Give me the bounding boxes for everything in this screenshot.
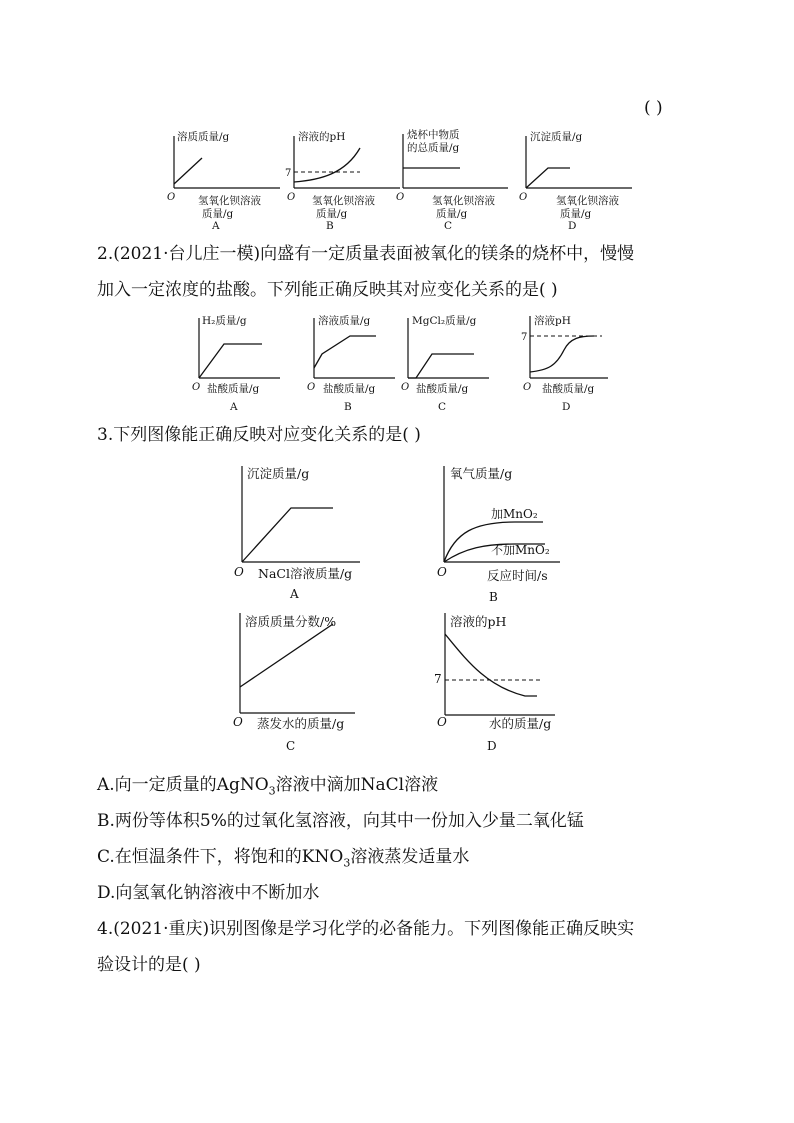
- svg-text:质量/g: 质量/g: [202, 208, 234, 220]
- q3-b-label-1: 加MnO₂: [491, 507, 538, 521]
- q3-option-c: C.在恒温条件下，将饱和的$KNO_3$溶液蒸发适量水: [97, 847, 470, 870]
- svg-text:A: A: [212, 220, 220, 232]
- top-d-ylabel: 沉淀质量/g: [530, 131, 583, 143]
- svg-text:MgCl₂质量/g: MgCl₂质量/g: [412, 315, 477, 327]
- svg-text:B: B: [326, 220, 334, 232]
- svg-text:溶质质量分数/%: 溶质质量分数/%: [245, 614, 337, 629]
- svg-text:C: C: [286, 739, 296, 753]
- svg-text:氢氧化钡溶液: 氢氧化钡溶液: [312, 195, 375, 207]
- q3-b-label-2: 不加MnO₂: [491, 543, 550, 557]
- svg-text:A: A: [230, 401, 238, 413]
- top-b-ylabel: 溶液的pH: [298, 131, 346, 143]
- svg-text:盐酸质量/g: 盐酸质量/g: [207, 383, 260, 395]
- q3-option-b: B.两份等体积5%的过氧化氢溶液，向其中一份加入少量二氧化锰: [97, 811, 584, 831]
- q4-line1: 4.(2021·重庆)识别图像是学习化学的必备能力。下列图像能正确反映实: [97, 919, 635, 939]
- svg-text:蒸发水的质量/g: 蒸发水的质量/g: [257, 716, 345, 731]
- svg-text:氧气质量/g: 氧气质量/g: [450, 466, 513, 481]
- svg-text:C: C: [438, 401, 447, 413]
- q2-line1: 2.(2021·台儿庄一模)向盛有一定质量表面被氧化的镁条的烧杯中，慢慢: [97, 244, 635, 264]
- q2-charts: [190, 308, 610, 418]
- q3-option-d: D.向氢氧化钠溶液中不断加水: [97, 883, 320, 903]
- svg-text:氢氧化钡溶液: 氢氧化钡溶液: [198, 195, 261, 207]
- svg-text:溶液pH: 溶液pH: [534, 315, 571, 327]
- q3-chart-c: [233, 613, 355, 753]
- svg-text:C: C: [444, 220, 453, 232]
- q3-chart-d: [434, 613, 555, 753]
- svg-text:氢氧化钡溶液: 氢氧化钡溶液: [432, 195, 495, 207]
- q3-chart-b: [437, 466, 560, 604]
- svg-text:O: O: [437, 565, 447, 579]
- svg-text:H₂质量/g: H₂质量/g: [202, 315, 247, 327]
- svg-text:盐酸质量/g: 盐酸质量/g: [416, 383, 469, 395]
- q2-c-line: [408, 354, 474, 378]
- svg-text:D: D: [562, 401, 571, 413]
- q2-a-line: [199, 344, 262, 378]
- svg-text:O: O: [437, 715, 447, 729]
- svg-text:D: D: [487, 739, 497, 753]
- top-a-ylabel: 溶质质量/g: [177, 131, 230, 143]
- top-chart-a: [167, 130, 280, 232]
- svg-text:O: O: [307, 382, 316, 393]
- top-chart-c: [396, 128, 508, 232]
- top-c-ylabel2: 的总质量/g: [407, 142, 460, 154]
- svg-text:反应时间/s: 反应时间/s: [487, 568, 548, 583]
- svg-text:7: 7: [521, 332, 528, 343]
- svg-text:7: 7: [434, 672, 442, 686]
- svg-text:O: O: [519, 192, 528, 203]
- q2-chart-a: [192, 314, 280, 413]
- svg-text:O: O: [523, 382, 532, 393]
- svg-text:盐酸质量/g: 盐酸质量/g: [323, 383, 376, 395]
- q3-c-line: [240, 624, 333, 687]
- svg-text:O: O: [287, 192, 296, 203]
- svg-text:水的质量/g: 水的质量/g: [489, 716, 552, 731]
- svg-text:溶液质量/g: 溶液质量/g: [318, 315, 371, 327]
- svg-text:B: B: [344, 401, 352, 413]
- svg-text:B: B: [489, 590, 498, 604]
- top-b-curve: [294, 148, 360, 182]
- svg-text:质量/g: 质量/g: [560, 208, 592, 220]
- answer-bracket: ( ): [644, 98, 663, 118]
- q2-line2: 加入一定浓度的盐酸。下列能正确反映其对应变化关系的是( ): [97, 280, 558, 300]
- q2-d-curve: [530, 336, 594, 372]
- q3-chart-a: [234, 466, 360, 601]
- top-c-ylabel1: 烧杯中物质: [407, 129, 460, 141]
- top-a-line: [174, 158, 202, 184]
- svg-text:O: O: [396, 192, 405, 203]
- svg-text:NaCl溶液质量/g: NaCl溶液质量/g: [258, 566, 353, 581]
- q4-line2: 验设计的是( ): [97, 955, 201, 975]
- svg-text:盐酸质量/g: 盐酸质量/g: [542, 383, 595, 395]
- svg-text:O: O: [192, 382, 201, 393]
- q2-chart-c: [401, 314, 489, 413]
- svg-text:质量/g: 质量/g: [436, 208, 468, 220]
- top-d-line: [526, 168, 570, 188]
- top-charts: [160, 126, 640, 236]
- q2-chart-d: [521, 314, 608, 413]
- q2-chart-b: [307, 314, 395, 413]
- q3-charts: [225, 458, 570, 758]
- svg-text:溶液的pH: 溶液的pH: [450, 614, 507, 629]
- svg-text:D: D: [568, 220, 577, 232]
- q2-b-line: [314, 336, 376, 368]
- svg-text:沉淀质量/g: 沉淀质量/g: [247, 466, 310, 481]
- svg-text:O: O: [167, 192, 176, 203]
- top-chart-b: [285, 130, 400, 232]
- svg-text:7: 7: [285, 168, 292, 179]
- svg-text:A: A: [290, 587, 299, 601]
- q3-stem: 3.下列图像能正确反映对应变化关系的是( ): [97, 425, 421, 445]
- svg-text:质量/g: 质量/g: [316, 208, 348, 220]
- top-chart-d: [519, 130, 632, 232]
- svg-text:O: O: [401, 382, 410, 393]
- svg-text:O: O: [234, 565, 244, 579]
- svg-text:O: O: [233, 715, 243, 729]
- q3-d-curve: [445, 634, 537, 696]
- q3-a-line: [242, 508, 333, 562]
- svg-text:氢氧化钡溶液: 氢氧化钡溶液: [556, 195, 619, 207]
- q3-option-a: A.向一定质量的AgNO$_3$溶液中滴加NaCl溶液: [97, 775, 439, 798]
